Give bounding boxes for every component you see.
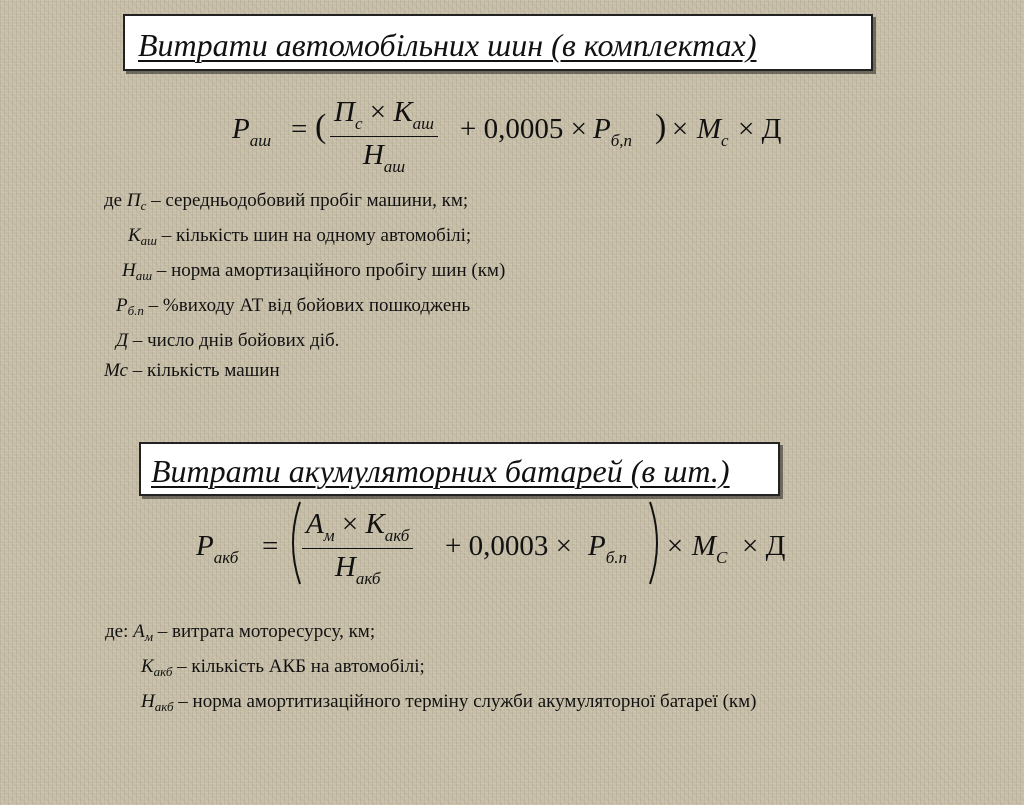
formula-tyres-numerator: $П_с \times К_{аш}$ bbox=[330, 96, 438, 137]
formula-batteries-fraction bbox=[302, 508, 413, 589]
formula-tyres-denominator: $Н_{аш}$ bbox=[362, 139, 406, 176]
definitions-batteries bbox=[105, 617, 756, 722]
formula-batteries-close-paren bbox=[646, 500, 666, 586]
definition-line: $К_{аш}$ – кількість шин на одному автомобілі; bbox=[128, 225, 472, 248]
formula-batteries-open-paren bbox=[284, 500, 304, 586]
definition-line: Мс – кількість машин bbox=[104, 360, 280, 381]
formula-tyres-open-paren: ( bbox=[315, 108, 327, 145]
definition-line: $Н_{акб}$ – норма амортитизаційного терміну служби акумуляторної батареї (км) bbox=[141, 691, 757, 714]
definition-line: $Н_{аш}$ – норма амортизаційного пробігу шин (км) bbox=[122, 260, 506, 283]
definition-line: $К_{акб}$ – кількість АКБ на автомобілі; bbox=[141, 656, 425, 679]
definition-line: $Р_{б.п}$ – %виходу АТ від бойових пошкоджень bbox=[116, 295, 471, 318]
formula-batteries-constant: + 0,0003 × bbox=[445, 530, 572, 562]
formula-batteries-denominator: $Н_{акб}$ bbox=[334, 551, 381, 588]
formula-tyres-m: × $М_с$ bbox=[670, 113, 729, 150]
formula-tyres-lhs: $P_{аш}$ bbox=[232, 113, 272, 150]
formula-batteries-equals: = bbox=[262, 530, 279, 562]
formula-tyres-close-paren: ) bbox=[655, 108, 667, 145]
formula-tyres-d: × Д bbox=[738, 113, 782, 145]
formula-batteries-m: × $М_С$ bbox=[665, 530, 728, 567]
section-title-tyres-text: Витрати автомобільних шин (в комплектах) bbox=[138, 27, 757, 63]
formula-tyres-equals: = bbox=[291, 113, 308, 145]
definition-line: Д – число днів бойових діб. bbox=[116, 330, 340, 351]
formula-batteries-d: × Д bbox=[742, 530, 786, 562]
formula-tyres-constant: + 0,0005 × bbox=[460, 113, 587, 145]
formula-batteries-lhs: $P_{акб}$ bbox=[196, 530, 239, 567]
section-title-batteries-text: Витрати акумуляторних батарей (в шт.) bbox=[151, 453, 730, 489]
formula-batteries-numerator: $А_м \times К_{акб}$ bbox=[302, 508, 413, 549]
formula-tyres-p: $P_{б,п}$ bbox=[593, 113, 633, 150]
definition-line: де: $А_м$ – витрата моторесурсу, км; bbox=[105, 621, 376, 644]
formula-batteries-p: $P_{б.п}$ bbox=[588, 530, 628, 567]
definition-line: де $П_с$ – середньодобовий пробіг машини, км; bbox=[104, 190, 469, 213]
